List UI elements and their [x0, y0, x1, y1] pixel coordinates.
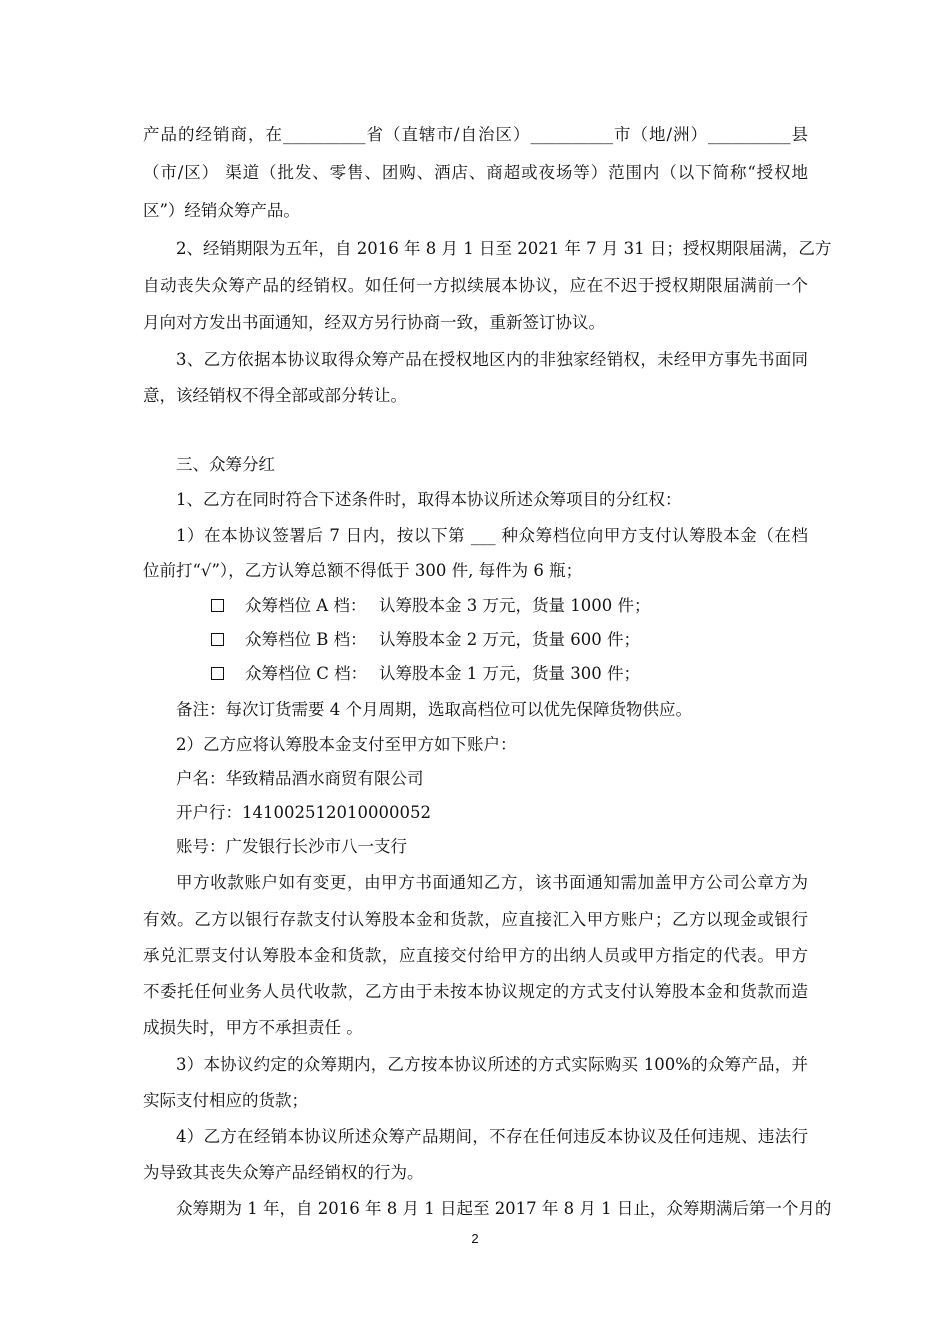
- paragraph-line: 承兑汇票支付认筹股本金和货款，应直接交付给甲方的出纳人员或甲方指定的代表。甲方: [143, 946, 808, 965]
- account-number: 账号：广发银行长沙市八一支行: [176, 837, 407, 856]
- paragraph-line: 意，该经销权不得全部或部分转让。: [143, 386, 407, 405]
- checkbox[interactable]: [211, 633, 224, 646]
- account-bank: 开户行：141002512010000052: [176, 803, 431, 822]
- paragraph-line: 有效。乙方以银行存款支付认筹股本金和货款，应直接汇入甲方账户；乙方以现金或银行: [143, 910, 808, 929]
- option-row-c: [211, 664, 224, 684]
- paragraph-line: 1）在本协议签署后 7 日内，按以下第 ___ 种众筹档位向甲方支付认筹股本金（在档: [176, 526, 808, 545]
- option-row-a: [211, 596, 224, 616]
- option-row-b: [211, 630, 224, 650]
- paragraph-line: 3）本协议约定的众筹期内，乙方按本协议所述的方式实际购买 100%的众筹产品，并: [176, 1055, 808, 1074]
- option-name: 众筹档位 B 档：: [245, 630, 367, 649]
- paragraph-line: （市/区） 渠道（批发、零售、团购、酒店、商超或夜场等）范围内（以下简称“授权地: [143, 163, 808, 182]
- note-line: 备注：每次订货需要 4 个月周期，选取高档位可以优先保障货物供应。: [176, 700, 692, 719]
- section-heading: 三、众筹分红: [176, 455, 275, 474]
- checkbox[interactable]: [211, 667, 224, 680]
- paragraph-line: 4）乙方在经销本协议所述众筹产品期间，不存在任何违反本协议及任何违规、违法行: [176, 1127, 808, 1146]
- paragraph-line: 产品的经销商，在__________省（直辖市/自治区）__________市（地/洲）__________县: [143, 125, 808, 144]
- paragraph-line: 位前打“√”），乙方认筹总额不得低于 300 件, 每件为 6 瓶；: [143, 561, 583, 580]
- paragraph-line: 1、乙方在同时符合下述条件时，取得本协议所述众筹项目的分红权：: [176, 490, 682, 509]
- option-detail: 认筹股本金 2 万元，货量 600 件；: [379, 630, 640, 649]
- option-detail: 认筹股本金 1 万元，货量 300 件；: [379, 664, 640, 683]
- paragraph-line: 2、经销期限为五年，自 2016 年 8 月 1 日至 2021 年 7 月 31 日；授权期限届满，乙方: [176, 239, 832, 258]
- paragraph-line: 自动丧失众筹产品的经销权。如任何一方拟续展本协议，应在不迟于授权期限届满前一个: [143, 276, 808, 295]
- paragraph-line: 区”）经销众筹产品。: [143, 201, 300, 220]
- paragraph-line: 成损失时，甲方不承担责任 。: [143, 1018, 363, 1037]
- option-detail: 认筹股本金 3 万元，货量 1000 件；: [379, 596, 651, 615]
- paragraph-line: 甲方收款账户如有变更，由甲方书面通知乙方，该书面通知需加盖甲方公司公章方为: [176, 873, 808, 892]
- paragraph-line: 不委托任何业务人员代收款，乙方由于未按本协议规定的方式支付认筹股本金和货款而造: [143, 982, 808, 1001]
- option-name: 众筹档位 C 档：: [245, 664, 368, 683]
- account-name: 户名：华致精品酒水商贸有限公司: [176, 769, 424, 788]
- option-name: 众筹档位 A 档：: [245, 596, 367, 615]
- paragraph-line: 实际支付相应的货款；: [143, 1091, 308, 1110]
- page-number: 2: [471, 1231, 479, 1246]
- paragraph-line: 众筹期为 1 年，自 2016 年 8 月 1 日起至 2017 年 8 月 1 日止，众筹期满后第一个月的: [176, 1199, 832, 1218]
- paragraph-line: 月向对方发出书面通知，经双方另行协商一致，重新签订协议。: [143, 313, 605, 332]
- paragraph-line: 2）乙方应将认筹股本金支付至甲方如下账户：: [176, 735, 517, 754]
- paragraph-line: 为导致其丧失众筹产品经销权的行为。: [143, 1163, 424, 1182]
- checkbox[interactable]: [211, 599, 224, 612]
- paragraph-line: 3、乙方依据本协议取得众筹产品在授权地区内的非独家经销权，未经甲方事先书面同: [176, 350, 808, 369]
